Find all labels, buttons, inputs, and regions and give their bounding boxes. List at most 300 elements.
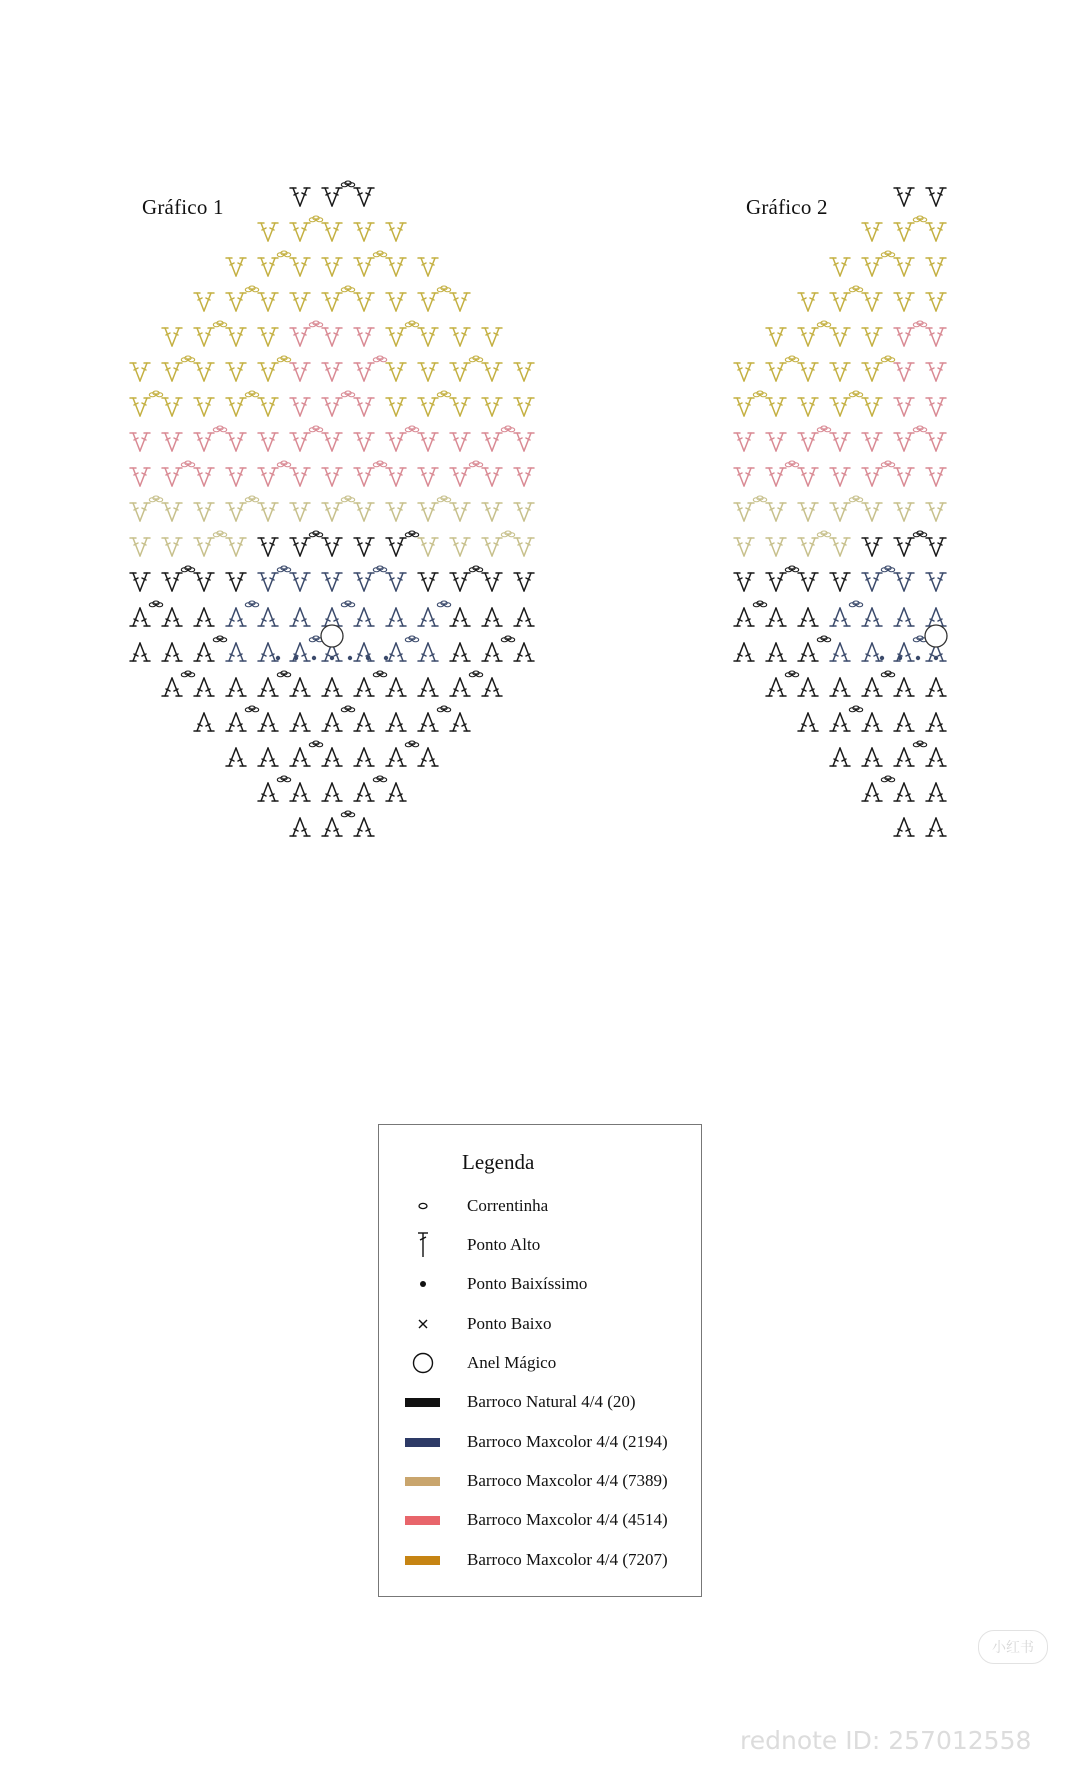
stitch-cluster — [258, 293, 278, 311]
stitch-cluster — [290, 363, 310, 381]
stitch-cluster — [162, 643, 182, 661]
stitch-cluster — [162, 573, 182, 591]
stitch-cluster — [450, 398, 470, 416]
stitch-cluster — [290, 433, 310, 451]
stitch-cluster — [734, 433, 754, 451]
stitch-cluster — [514, 643, 534, 661]
stitch-cluster — [450, 713, 470, 731]
stitch-cluster — [798, 503, 818, 521]
stitch-cluster — [798, 538, 818, 556]
stitch-cluster — [418, 328, 438, 346]
stitch-cluster — [226, 503, 246, 521]
stitch-cluster — [194, 608, 214, 626]
stitch-cluster — [862, 608, 882, 626]
slip-stitch — [384, 656, 388, 660]
stitch-cluster — [862, 643, 882, 661]
stitch-cluster — [354, 188, 374, 206]
stitch-cluster — [862, 223, 882, 241]
stitch-cluster — [926, 748, 946, 766]
stitch-cluster — [354, 538, 374, 556]
stitch-cluster — [734, 643, 754, 661]
stitch-cluster — [482, 678, 502, 696]
stitch-cluster — [894, 223, 914, 241]
stitch-cluster — [354, 573, 374, 591]
stitch-cluster — [386, 608, 406, 626]
stitch-cluster — [226, 608, 246, 626]
stitch-cluster — [830, 678, 850, 696]
stitch-cluster — [894, 783, 914, 801]
stitch-cluster — [290, 258, 310, 276]
stitch-cluster — [130, 433, 150, 451]
stitch-cluster — [258, 468, 278, 486]
stitch-cluster — [830, 573, 850, 591]
stitch-cluster — [386, 503, 406, 521]
stitch-cluster — [830, 713, 850, 731]
stitch-cluster — [926, 223, 946, 241]
stitch-cluster — [798, 328, 818, 346]
stitch-cluster — [130, 643, 150, 661]
stitch-cluster — [130, 398, 150, 416]
stitch-cluster — [258, 328, 278, 346]
stitch-cluster — [862, 783, 882, 801]
stitch-cluster — [450, 608, 470, 626]
stitch-cluster — [766, 398, 786, 416]
stitch-cluster — [862, 503, 882, 521]
stitch-cluster — [290, 783, 310, 801]
stitch-cluster — [386, 713, 406, 731]
stitch-cluster — [162, 433, 182, 451]
stitch-cluster — [322, 363, 342, 381]
slip-stitch — [294, 656, 298, 660]
stitch-cluster — [894, 538, 914, 556]
stitch-cluster — [258, 538, 278, 556]
stitch-cluster — [418, 608, 438, 626]
stitch-cluster — [894, 328, 914, 346]
legend-label: Anel Mágico — [467, 1353, 557, 1372]
stitch-cluster — [162, 328, 182, 346]
stitch-cluster — [514, 608, 534, 626]
chart-title-2: Gráfico 2 — [746, 195, 828, 219]
stitch-cluster — [766, 608, 786, 626]
stitch-cluster — [226, 433, 246, 451]
legend-item-color-2194 — [379, 1427, 701, 1457]
stitch-cluster — [862, 573, 882, 591]
stitch-cluster — [766, 468, 786, 486]
stitch-cluster — [514, 573, 534, 591]
stitch-cluster — [322, 328, 342, 346]
stitch-cluster — [482, 503, 502, 521]
stitch-cluster — [418, 258, 438, 276]
stitch-cluster — [354, 258, 374, 276]
stitch-cluster — [290, 188, 310, 206]
stitch-cluster — [322, 223, 342, 241]
legend-label: Ponto Baixíssimo — [467, 1274, 588, 1293]
stitch-cluster — [894, 503, 914, 521]
stitch-cluster — [450, 363, 470, 381]
stitch-cluster — [862, 398, 882, 416]
stitch-cluster — [162, 678, 182, 696]
stitch-cluster — [386, 433, 406, 451]
stitch-cluster — [258, 258, 278, 276]
stitch-cluster — [322, 503, 342, 521]
slip-stitch — [330, 656, 334, 660]
stitch-cluster — [450, 468, 470, 486]
stitch-cluster — [386, 398, 406, 416]
stitch-cluster — [354, 398, 374, 416]
stitch-cluster — [386, 538, 406, 556]
legend-item-color-4514 — [379, 1505, 701, 1535]
stitch-cluster — [926, 188, 946, 206]
stitch-cluster — [482, 538, 502, 556]
stitch-cluster — [354, 608, 374, 626]
stitch-cluster — [450, 678, 470, 696]
stitch-cluster — [258, 363, 278, 381]
stitch-cluster — [894, 573, 914, 591]
stitch-cluster — [514, 363, 534, 381]
stitch-cluster — [798, 643, 818, 661]
rednote-logo: 小红书 — [978, 1630, 1048, 1664]
stitch-cluster — [386, 468, 406, 486]
stitch-cluster — [734, 573, 754, 591]
stitch-cluster — [926, 363, 946, 381]
stitch-cluster — [354, 748, 374, 766]
stitch-cluster — [926, 818, 946, 836]
stitch-cluster — [894, 258, 914, 276]
stitch-cluster — [830, 363, 850, 381]
slip-stitch — [348, 656, 352, 660]
slip-stitch — [312, 656, 316, 660]
stitch-cluster — [322, 398, 342, 416]
legend-label: Barroco Maxcolor 4/4 (4514) — [467, 1510, 668, 1529]
stitch-cluster — [862, 328, 882, 346]
stitch-cluster — [322, 468, 342, 486]
stitch-cluster — [798, 398, 818, 416]
stitch-cluster — [322, 608, 342, 626]
stitch-cluster — [798, 433, 818, 451]
stitch-cluster — [258, 223, 278, 241]
legend-label: Ponto Alto — [467, 1235, 541, 1254]
stitch-cluster — [926, 573, 946, 591]
legend-item-ponto-alto — [379, 1230, 701, 1260]
stitch-cluster — [926, 678, 946, 696]
stitch-cluster — [162, 363, 182, 381]
stitch-cluster — [450, 503, 470, 521]
stitch-cluster — [482, 328, 502, 346]
stitch-cluster — [226, 713, 246, 731]
stitch-cluster — [322, 748, 342, 766]
legend-item-ponto-baixo — [379, 1309, 701, 1339]
stitch-cluster — [734, 503, 754, 521]
stitch-cluster — [830, 748, 850, 766]
stitch-cluster — [766, 363, 786, 381]
stitch-cluster — [354, 363, 374, 381]
stitch-cluster — [290, 293, 310, 311]
stitch-cluster — [450, 643, 470, 661]
stitch-cluster — [894, 713, 914, 731]
stitch-cluster — [226, 538, 246, 556]
stitch-cluster — [798, 573, 818, 591]
stitch-cluster — [894, 398, 914, 416]
stitch-cluster — [482, 363, 502, 381]
stitch-cluster — [354, 293, 374, 311]
stitch-cluster — [418, 433, 438, 451]
stitch-cluster — [450, 433, 470, 451]
stitch-cluster — [290, 573, 310, 591]
stitch-cluster — [418, 713, 438, 731]
stitch-cluster — [926, 608, 946, 626]
stitch-cluster — [766, 503, 786, 521]
stitch-cluster — [926, 783, 946, 801]
stitch-cluster — [322, 678, 342, 696]
stitch-cluster — [130, 538, 150, 556]
stitch-cluster — [862, 538, 882, 556]
chain-icon — [413, 1199, 433, 1213]
color-swatch — [405, 1438, 440, 1447]
stitch-cluster — [386, 293, 406, 311]
color-swatch — [405, 1556, 440, 1565]
stitch-cluster — [194, 398, 214, 416]
stitch-cluster — [258, 713, 278, 731]
stitch-cluster — [226, 468, 246, 486]
stitch-cluster — [258, 608, 278, 626]
stitch-cluster — [386, 643, 406, 661]
stitch-cluster — [194, 643, 214, 661]
stitch-cluster — [926, 258, 946, 276]
stitch-cluster — [130, 363, 150, 381]
stitch-cluster — [450, 293, 470, 311]
slip-stitch — [898, 656, 902, 660]
stitch-cluster — [926, 293, 946, 311]
rednote-watermark: rednote ID: 257012558 — [740, 1726, 1032, 1755]
stitch-cluster — [322, 188, 342, 206]
stitch-cluster — [290, 223, 310, 241]
stitch-cluster — [354, 643, 374, 661]
stitch-cluster — [258, 573, 278, 591]
stitch-cluster — [766, 328, 786, 346]
stitch-cluster — [130, 573, 150, 591]
stitch-cluster — [386, 748, 406, 766]
stitch-cluster — [386, 678, 406, 696]
stitch-cluster — [798, 608, 818, 626]
stitch-cluster — [386, 328, 406, 346]
stitch-cluster — [450, 328, 470, 346]
stitch-cluster — [194, 573, 214, 591]
color-swatch — [405, 1516, 440, 1525]
stitch-cluster — [514, 538, 534, 556]
stitch-cluster — [734, 538, 754, 556]
stitch-cluster — [258, 678, 278, 696]
stitch-cluster — [418, 503, 438, 521]
slip-stitch — [366, 656, 370, 660]
crochet-chart-1 — [110, 185, 570, 975]
stitch-cluster — [450, 573, 470, 591]
stitch-cluster — [830, 503, 850, 521]
stitch-cluster — [226, 748, 246, 766]
legend-item-color-7207 — [379, 1545, 701, 1575]
stitch-cluster — [894, 608, 914, 626]
stitch-cluster — [258, 748, 278, 766]
crochet-chart-2 — [714, 185, 974, 975]
stitch-cluster — [734, 363, 754, 381]
stitch-cluster — [482, 643, 502, 661]
stitch-cluster — [418, 363, 438, 381]
stitch-cluster — [830, 433, 850, 451]
stitch-cluster — [766, 643, 786, 661]
stitch-cluster — [894, 643, 914, 661]
stitch-cluster — [226, 293, 246, 311]
stitch-cluster — [862, 293, 882, 311]
stitch-cluster — [862, 258, 882, 276]
legend-label: Barroco Maxcolor 4/4 (2194) — [467, 1432, 668, 1451]
stitch-cluster — [258, 643, 278, 661]
stitch-cluster — [926, 468, 946, 486]
stitch-cluster — [194, 678, 214, 696]
stitch-cluster — [450, 538, 470, 556]
stitch-cluster — [226, 328, 246, 346]
stitch-cluster — [830, 258, 850, 276]
stitch-cluster — [194, 363, 214, 381]
stitch-cluster — [766, 433, 786, 451]
stitch-cluster — [482, 573, 502, 591]
magic-ring — [925, 625, 947, 647]
stitch-cluster — [830, 643, 850, 661]
stitch-cluster — [226, 573, 246, 591]
stitch-cluster — [830, 328, 850, 346]
stitch-cluster — [766, 678, 786, 696]
slip-stitch — [916, 656, 920, 660]
stitch-cluster — [194, 328, 214, 346]
legend-label: Barroco Maxcolor 4/4 (7389) — [467, 1471, 668, 1490]
stitch-cluster — [894, 433, 914, 451]
stitch-cluster — [926, 713, 946, 731]
stitch-cluster — [322, 433, 342, 451]
stitch-cluster — [162, 468, 182, 486]
stitch-cluster — [894, 818, 914, 836]
stitch-cluster — [354, 328, 374, 346]
stitch-cluster — [290, 503, 310, 521]
single-crochet-icon — [413, 1317, 433, 1331]
stitch-grid — [130, 181, 534, 836]
stitch-cluster — [482, 398, 502, 416]
stitch-cluster — [514, 503, 534, 521]
stitch-cluster — [290, 608, 310, 626]
stitch-cluster — [162, 538, 182, 556]
stitch-cluster — [418, 538, 438, 556]
stitch-cluster — [862, 363, 882, 381]
stitch-cluster — [354, 223, 374, 241]
stitch-cluster — [226, 258, 246, 276]
stitch-cluster — [894, 748, 914, 766]
stitch-cluster — [798, 713, 818, 731]
stitch-cluster — [290, 713, 310, 731]
stitch-cluster — [766, 538, 786, 556]
stitch-cluster — [322, 258, 342, 276]
stitch-cluster — [862, 678, 882, 696]
stitch-cluster — [290, 398, 310, 416]
magic-ring-icon — [410, 1350, 436, 1376]
stitch-cluster — [226, 398, 246, 416]
stitch-cluster — [226, 678, 246, 696]
stitch-cluster — [894, 678, 914, 696]
stitch-cluster — [386, 223, 406, 241]
stitch-cluster — [130, 468, 150, 486]
stitch-cluster — [418, 748, 438, 766]
stitch-cluster — [830, 468, 850, 486]
stitch-cluster — [162, 608, 182, 626]
stitch-cluster — [194, 293, 214, 311]
stitch-cluster — [322, 573, 342, 591]
stitch-cluster — [418, 643, 438, 661]
legend-label: Barroco Maxcolor 4/4 (7207) — [467, 1550, 668, 1569]
stitch-cluster — [894, 293, 914, 311]
stitch-cluster — [418, 293, 438, 311]
stitch-cluster — [194, 468, 214, 486]
stitch-cluster — [862, 713, 882, 731]
legend-item-color-7389 — [379, 1466, 701, 1496]
slip-stitch-icon — [413, 1277, 433, 1291]
slip-stitch — [276, 656, 280, 660]
stitch-cluster — [194, 713, 214, 731]
legend-label: Correntinha — [467, 1196, 549, 1215]
stitch-cluster — [926, 503, 946, 521]
stitch-cluster — [734, 398, 754, 416]
stitch-cluster — [130, 608, 150, 626]
stitch-cluster — [258, 783, 278, 801]
stitch-cluster — [290, 678, 310, 696]
stitch-cluster — [354, 503, 374, 521]
stitch-cluster — [290, 468, 310, 486]
stitch-cluster — [798, 363, 818, 381]
stitch-cluster — [926, 328, 946, 346]
magic-ring — [321, 625, 343, 647]
stitch-cluster — [226, 643, 246, 661]
stitch-cluster — [734, 608, 754, 626]
stitch-cluster — [798, 468, 818, 486]
stitch-cluster — [194, 503, 214, 521]
stitch-cluster — [354, 433, 374, 451]
stitch-cluster — [290, 643, 310, 661]
stitch-cluster — [734, 468, 754, 486]
stitch-cluster — [830, 608, 850, 626]
stitch-cluster — [482, 433, 502, 451]
stitch-cluster — [354, 678, 374, 696]
legend-item-anel-magico — [379, 1348, 701, 1378]
stitch-cluster — [894, 188, 914, 206]
color-swatch — [405, 1477, 440, 1486]
stitch-cluster — [926, 433, 946, 451]
stitch-cluster — [386, 363, 406, 381]
chart-title-1: Gráfico 1 — [142, 195, 224, 219]
stitch-cluster — [290, 328, 310, 346]
stitch-cluster — [482, 608, 502, 626]
stitch-cluster — [798, 293, 818, 311]
stitch-cluster — [290, 538, 310, 556]
stitch-cluster — [258, 433, 278, 451]
stitch-cluster — [862, 433, 882, 451]
stitch-cluster — [354, 713, 374, 731]
stitch-cluster — [418, 573, 438, 591]
stitch-cluster — [894, 468, 914, 486]
stitch-cluster — [830, 293, 850, 311]
slip-stitch — [880, 656, 884, 660]
stitch-cluster — [418, 678, 438, 696]
legend-box — [378, 1124, 702, 1597]
stitch-cluster — [322, 538, 342, 556]
stitch-cluster — [386, 783, 406, 801]
stitch-cluster — [418, 398, 438, 416]
stitch-cluster — [830, 398, 850, 416]
stitch-cluster — [258, 503, 278, 521]
